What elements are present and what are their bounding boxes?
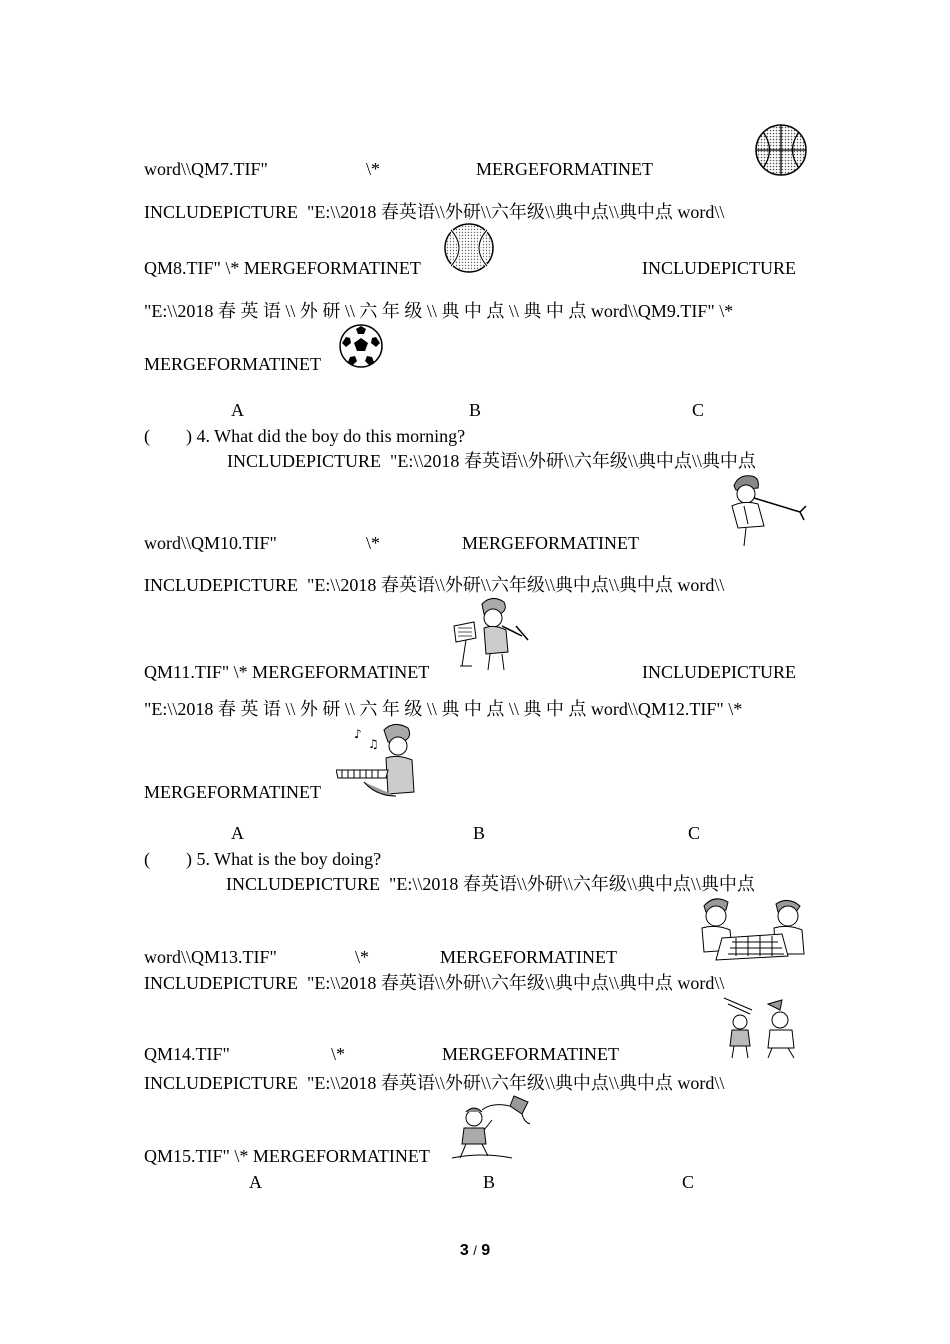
q5-line-2a: word\\QM13.TIF" <box>144 947 277 967</box>
q4-line-1: INCLUDEPICTURE "E:\\2018 春英语\\外研\\六年级\\典中点\\典中点 <box>227 451 756 471</box>
q4-option-a: A <box>231 823 244 843</box>
q3-line-2: INCLUDEPICTURE "E:\\2018 春英语\\外研\\六年级\\典中点\\典中点 word\\ <box>144 202 725 222</box>
boy-playing-piano-icon <box>336 722 416 802</box>
svg-text:♪: ♪ <box>354 727 362 741</box>
basketball-icon <box>754 123 808 177</box>
q5-line-1: INCLUDEPICTURE "E:\\2018 春英语\\外研\\六年级\\典中点\\典中点 <box>226 874 755 894</box>
q4-option-c: C <box>688 823 701 843</box>
q3-line-5: MERGEFORMATINET <box>144 354 322 374</box>
kids-flying-kite-icon <box>722 996 806 1060</box>
boy-playing-violin-icon <box>452 596 532 676</box>
q3-option-a: A <box>231 400 244 420</box>
q5-line-2b: \* <box>355 947 370 967</box>
q4-line-4b: INCLUDEPICTURE <box>642 662 796 682</box>
svg-text:♫: ♫ <box>368 737 379 751</box>
q5-line-4a: QM14.TIF" <box>144 1044 230 1064</box>
q3-line-3b: INCLUDEPICTURE <box>642 258 796 278</box>
boys-playing-chess-icon <box>696 894 808 964</box>
q3-line-4: "E:\\2018 春 英 语 \\ 外 研 \\ 六 年 级 \\ 典 中 点 \\ 典 中 点 word\\QM9.TIF" \* <box>144 301 734 321</box>
page-separator: / <box>473 1243 477 1258</box>
q4-line-2a: word\\QM10.TIF" <box>144 533 277 553</box>
q3-line-1a: word\\QM7.TIF" <box>144 159 268 179</box>
q3-option-b: B <box>469 400 482 420</box>
tennis-ball-icon <box>443 222 495 274</box>
q4-line-6: MERGEFORMATINET <box>144 782 322 802</box>
q5-line-4b: \* <box>331 1044 346 1064</box>
boy-flying-kite-icon <box>452 1094 540 1162</box>
q5-line-5: INCLUDEPICTURE "E:\\2018 春英语\\外研\\六年级\\典中点\\典中点 word\\ <box>144 1073 725 1093</box>
q4-line-2c: MERGEFORMATINET <box>462 533 640 553</box>
q5-question: ( ) 5. What is the boy doing? <box>144 849 382 869</box>
q5-line-2c: MERGEFORMATINET <box>440 947 618 967</box>
q3-option-c: C <box>692 400 705 420</box>
q4-line-4a: QM11.TIF" \* MERGEFORMATINET <box>144 662 430 682</box>
q5-option-b: B <box>483 1172 496 1192</box>
q3-line-1b: \* <box>366 159 381 179</box>
soccer-ball-icon <box>338 323 384 369</box>
page-number <box>0 1242 950 1260</box>
q5-option-c: C <box>682 1172 695 1192</box>
q4-line-5: "E:\\2018 春 英 语 \\ 外 研 \\ 六 年 级 \\ 典 中 点 \\ 典 中 点 word\\QM12.TIF" \* <box>144 699 743 719</box>
q3-line-1c: MERGEFORMATINET <box>476 159 654 179</box>
q5-line-3: INCLUDEPICTURE "E:\\2018 春英语\\外研\\六年级\\典中点\\典中点 word\\ <box>144 973 725 993</box>
page-total: 9 <box>481 1242 491 1259</box>
page-current: 3 <box>459 1242 469 1259</box>
q3-line-3a: QM8.TIF" \* MERGEFORMATINET <box>144 258 421 278</box>
q5-line-4c: MERGEFORMATINET <box>442 1044 620 1064</box>
q5-option-a: A <box>249 1172 262 1192</box>
boy-playing-trumpet-icon <box>724 472 808 548</box>
q4-line-2b: \* <box>366 533 381 553</box>
q5-line-6: QM15.TIF" \* MERGEFORMATINET <box>144 1146 430 1166</box>
q4-option-b: B <box>473 823 486 843</box>
q4-question: ( ) 4. What did the boy do this morning? <box>144 426 466 446</box>
q4-line-3: INCLUDEPICTURE "E:\\2018 春英语\\外研\\六年级\\典中点\\典中点 word\\ <box>144 575 725 595</box>
